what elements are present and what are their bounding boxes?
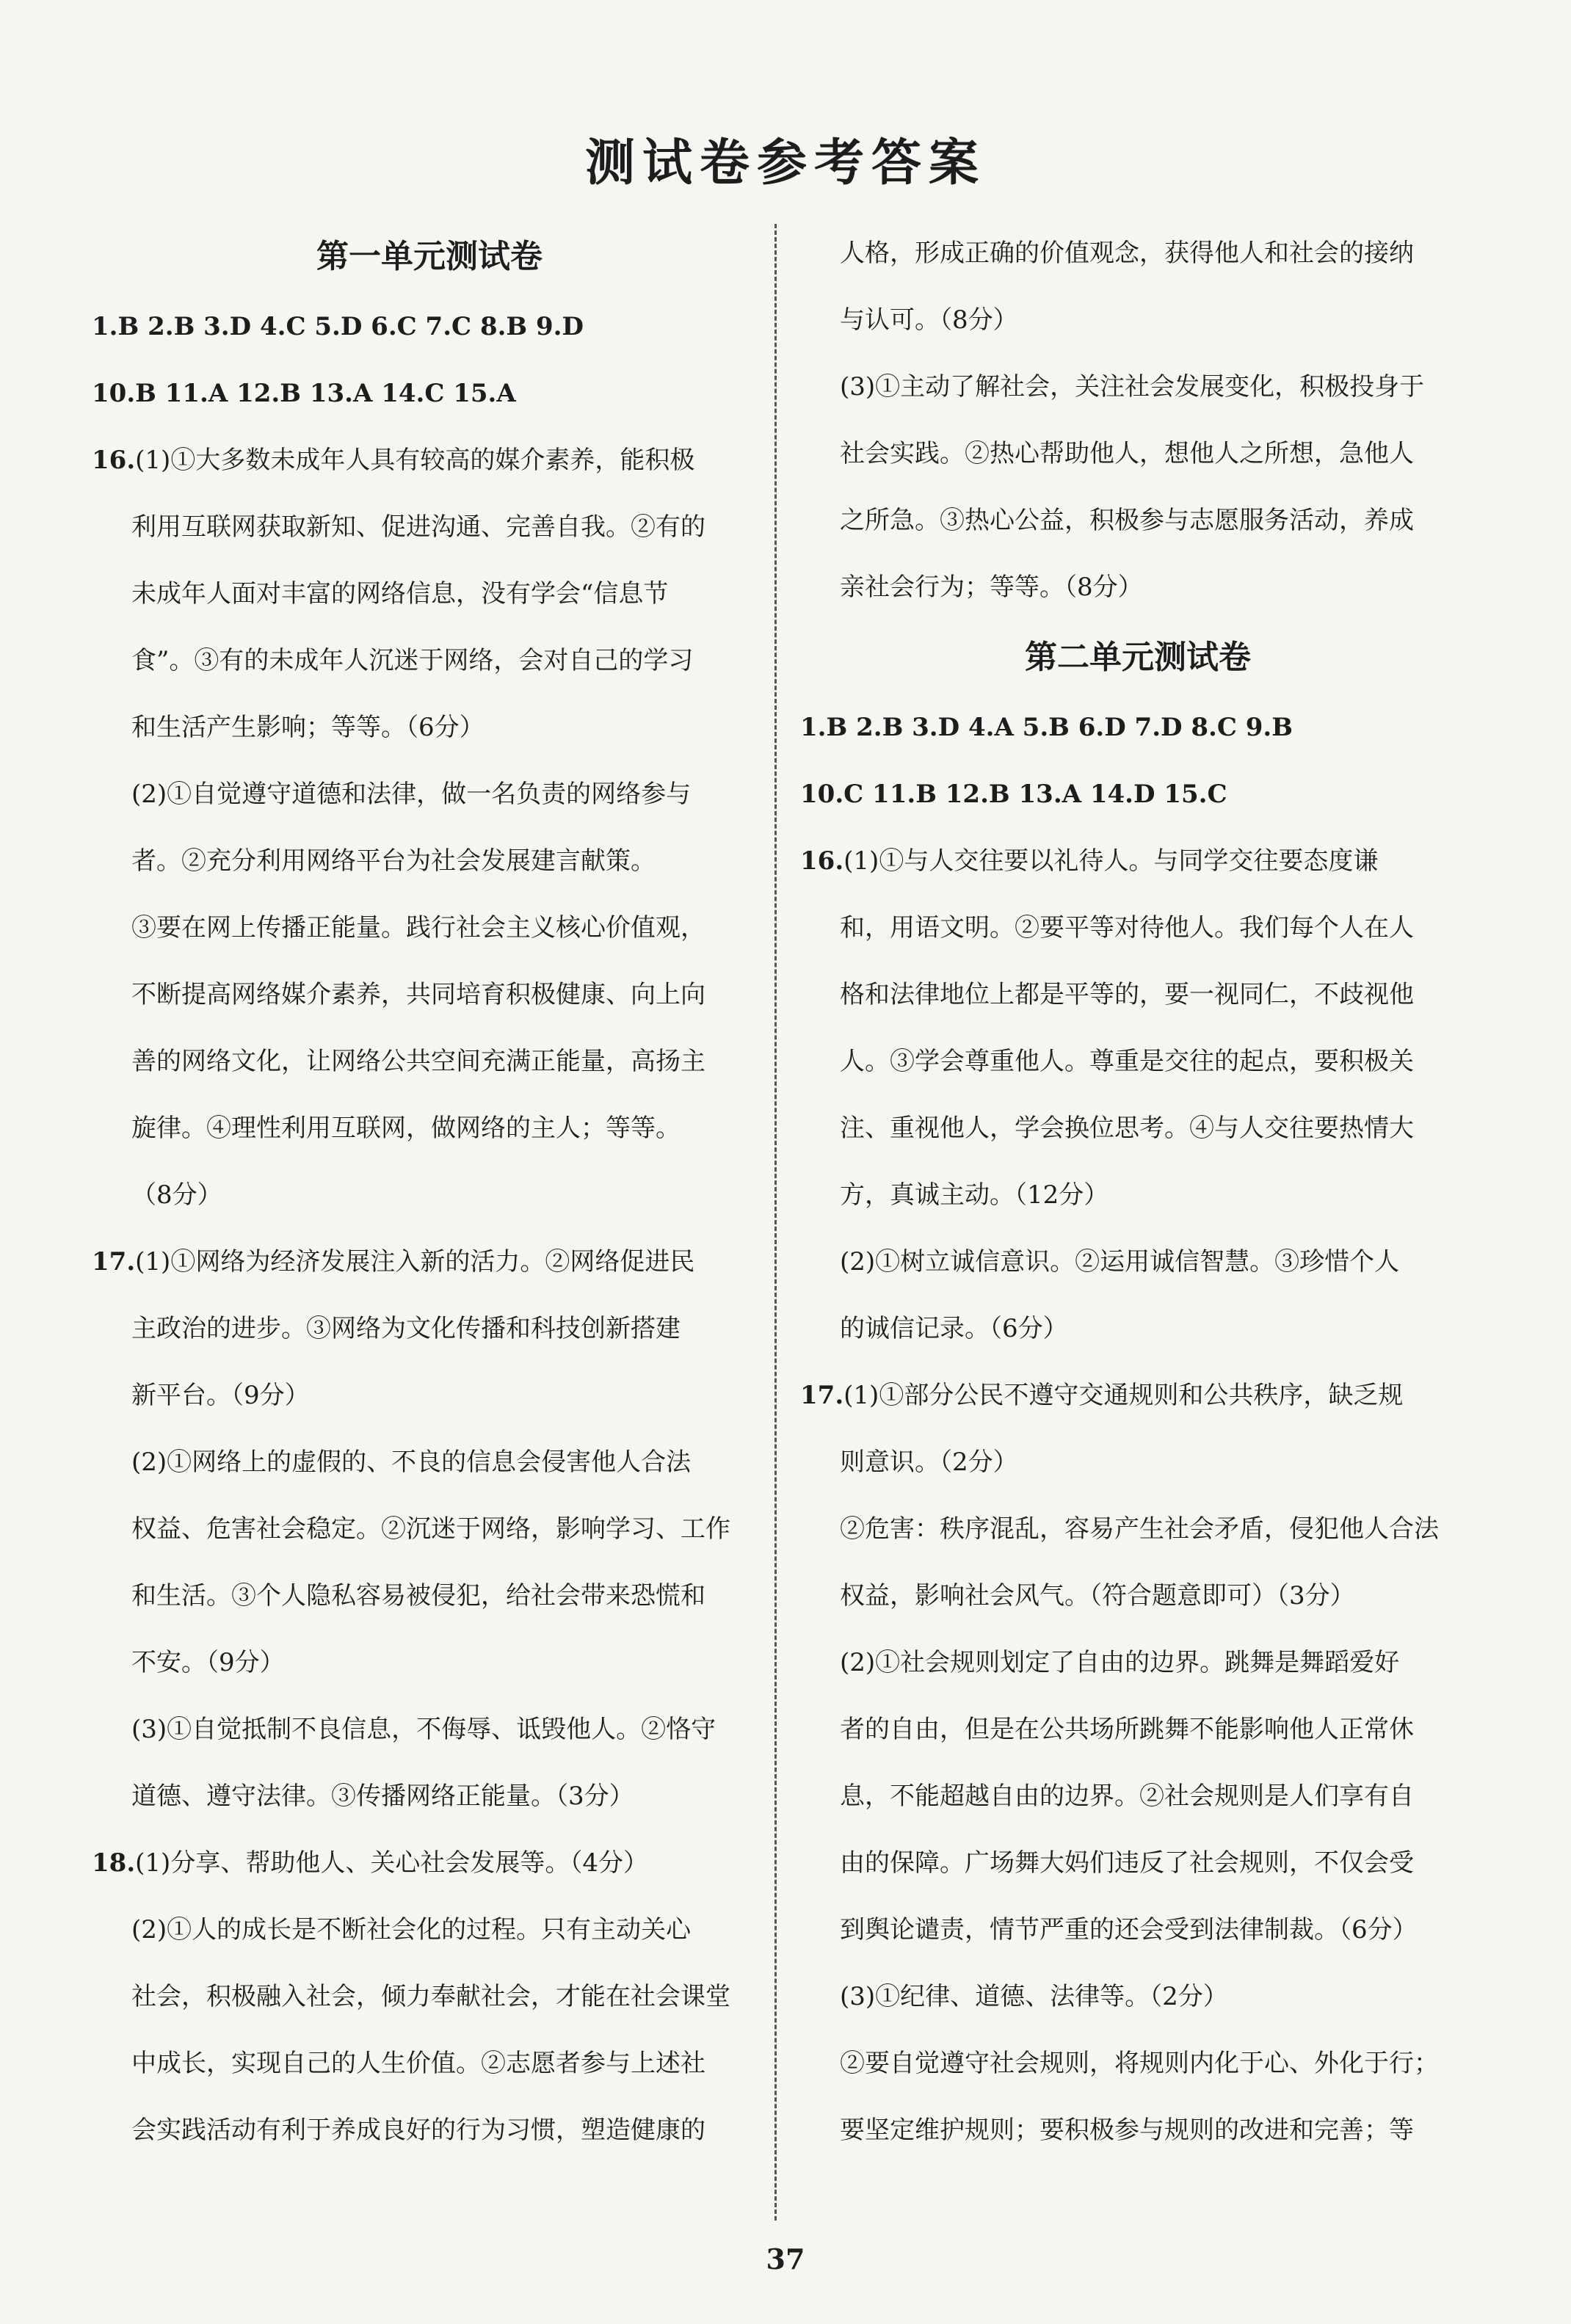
answer-line: 中成长，实现自己的人生价值。②志愿者参与上述社 — [131, 2049, 705, 2078]
answer-line: 之所急。③热心公益，积极参与志愿服务活动，养成 — [840, 506, 1414, 535]
answer-line: 旋律。④理性利用互联网，做网络的主人；等等。 — [131, 1114, 681, 1143]
answer-line: 与认可。（8分） — [840, 305, 1018, 335]
answer-line: 不断提高网络媒介素养，共同培育积极健康、向上向 — [131, 980, 705, 1009]
answer-line: 到舆论谴责，情节严重的还会受到法律制裁。（6分） — [840, 1915, 1418, 1944]
answer-line: 道德、遵守法律。③传播网络正能量。（3分） — [131, 1782, 634, 1811]
answer-line: (2)①网络上的虚假的、不良的信息会侵害他人合法 — [131, 1448, 692, 1477]
answer-line: 亲社会行为；等等。（8分） — [840, 573, 1143, 602]
question-17 — [92, 1229, 767, 1830]
answer-line: (1)分享、帮助他人、关心社会发展等。（4分） — [135, 1848, 648, 1878]
question-number: 17. — [800, 1381, 844, 1410]
answer-line: 注、重视他人，学会换位思考。④与人交往要热情大 — [840, 1114, 1414, 1143]
answer-line: 者。②充分利用网络平台为社会发展建言献策。 — [131, 846, 656, 876]
answer-line: 由的保障。广场舞大妈们违反了社会规则，不仅会受 — [840, 1848, 1414, 1878]
answer-line: 会实践活动有利于养成良好的行为习惯，塑造健康的 — [131, 2116, 705, 2145]
question-number: 16. — [800, 846, 844, 876]
answer-line: (1)①部分公民不遵守交通规则和公共秩序，缺乏规 — [843, 1381, 1404, 1410]
answer-line: 人。③学会尊重他人。尊重是交往的起点，要积极关 — [840, 1047, 1414, 1076]
answer-line: (2)①人的成长是不断社会化的过程。只有主动关心 — [131, 1915, 692, 1944]
answer-line: (2)①树立诚信意识。②运用诚信智慧。③珍惜个人 — [840, 1247, 1400, 1277]
answer-line: 则意识。（2分） — [840, 1448, 1018, 1477]
answer-line: 主政治的进步。③网络为文化传播和科技创新搭建 — [131, 1314, 681, 1343]
answer-line: 权益，影响社会风气。（符合题意即可）（3分） — [840, 1581, 1355, 1611]
question-number: 17. — [92, 1247, 136, 1277]
answer-line: (3)①自觉抵制不良信息，不侮辱、诋毁他人。②恪守 — [131, 1715, 716, 1744]
answer-line: （8分） — [131, 1180, 222, 1210]
answer-line: 利用互联网获取新知、促进沟通、完善自我。②有的 — [131, 512, 705, 542]
answer-line: 社会实践。②热心帮助他人，想他人之所想，急他人 — [840, 439, 1414, 468]
section-title-unit-1: 第一单元测试卷 — [316, 238, 543, 275]
answer-line: ②危害：秩序混乱，容易产生社会矛盾，侵犯他人合法 — [840, 1514, 1439, 1544]
mc-answers-row-1: 1.B 2.B 3.D 4.C 5.D 6.C 7.C 8.B 9.D — [92, 312, 584, 341]
answer-line: (1)①与人交往要以礼待人。与同学交往要态度谦 — [843, 846, 1379, 876]
answer-line: 和，用语文明。②要平等对待他人。我们每个人在人 — [840, 913, 1414, 943]
answer-line: 权益、危害社会稳定。②沉迷于网络，影响学习、工作 — [131, 1514, 730, 1544]
question-18-continued — [800, 220, 1476, 621]
question-18 — [92, 1830, 767, 2164]
left-column — [92, 220, 767, 2164]
section-title-unit-2: 第二单元测试卷 — [1025, 639, 1251, 676]
answer-line: (3)①纪律、道德、法律等。（2分） — [840, 1982, 1228, 2011]
mc-answers-row-2: 10.B 11.A 12.B 13.A 14.C 15.A — [92, 379, 516, 408]
answer-line: 方，真诚主动。（12分） — [840, 1180, 1109, 1210]
answer-line: 息，不能超越自由的边界。②社会规则是人们享有自 — [840, 1782, 1414, 1811]
answer-line: 不安。（9分） — [131, 1648, 285, 1677]
answer-line: 要坚定维护规则；要积极参与规则的改进和完善；等 — [840, 2116, 1414, 2145]
mc-answers-row-2: 10.C 11.B 12.B 13.A 14.D 15.C — [800, 780, 1227, 809]
answer-line: 新平台。（9分） — [131, 1381, 310, 1410]
question-16 — [800, 828, 1476, 1362]
answer-line: 人格，形成正确的价值观念，获得他人和社会的接纳 — [840, 239, 1414, 268]
column-divider — [774, 224, 777, 2220]
answer-line: (1)①大多数未成年人具有较高的媒介素养，能积极 — [135, 446, 695, 475]
answer-line: 的诚信记录。（6分） — [840, 1314, 1068, 1343]
answer-line: ③要在网上传播正能量。践行社会主义核心价值观， — [131, 913, 705, 943]
answer-line: 和生活。③个人隐私容易被侵犯，给社会带来恐慌和 — [131, 1581, 705, 1611]
question-16 — [92, 427, 767, 1229]
question-17 — [800, 1362, 1476, 2164]
answer-line: 格和法律地位上都是平等的，要一视同仁，不歧视他 — [840, 980, 1414, 1009]
page-number: 37 — [766, 2243, 805, 2276]
answer-line: 社会，积极融入社会，倾力奉献社会，才能在社会课堂 — [131, 1982, 730, 2011]
answer-line: ②要自觉遵守社会规则，将规则内化于心、外化于行； — [840, 2049, 1439, 2078]
answer-line: 善的网络文化，让网络公共空间充满正能量，高扬主 — [131, 1047, 705, 1076]
answer-line: (1)①网络为经济发展注入新的活力。②网络促进民 — [135, 1247, 695, 1277]
answer-line: (2)①社会规则划定了自由的边界。跳舞是舞蹈爱好 — [840, 1648, 1400, 1677]
answer-line: (3)①主动了解社会，关注社会发展变化，积极投身于 — [840, 372, 1425, 402]
page-title: 测试卷参考答案 — [584, 134, 986, 192]
question-number: 18. — [92, 1848, 136, 1878]
right-column — [800, 220, 1476, 2164]
question-number: 16. — [92, 446, 136, 475]
answer-line: 未成年人面对丰富的网络信息，没有学会“信息节 — [131, 579, 669, 609]
answer-line: 者的自由，但是在公共场所跳舞不能影响他人正常休 — [840, 1715, 1414, 1744]
answer-line: (2)①自觉遵守道德和法律，做一名负责的网络参与 — [131, 780, 692, 809]
answer-line: 食”。③有的未成年人沉迷于网络，会对自己的学习 — [131, 646, 694, 675]
answer-line: 和生活产生影响；等等。（6分） — [131, 713, 485, 742]
mc-answers-row-1: 1.B 2.B 3.D 4.A 5.B 6.D 7.D 8.C 9.B — [800, 713, 1293, 742]
